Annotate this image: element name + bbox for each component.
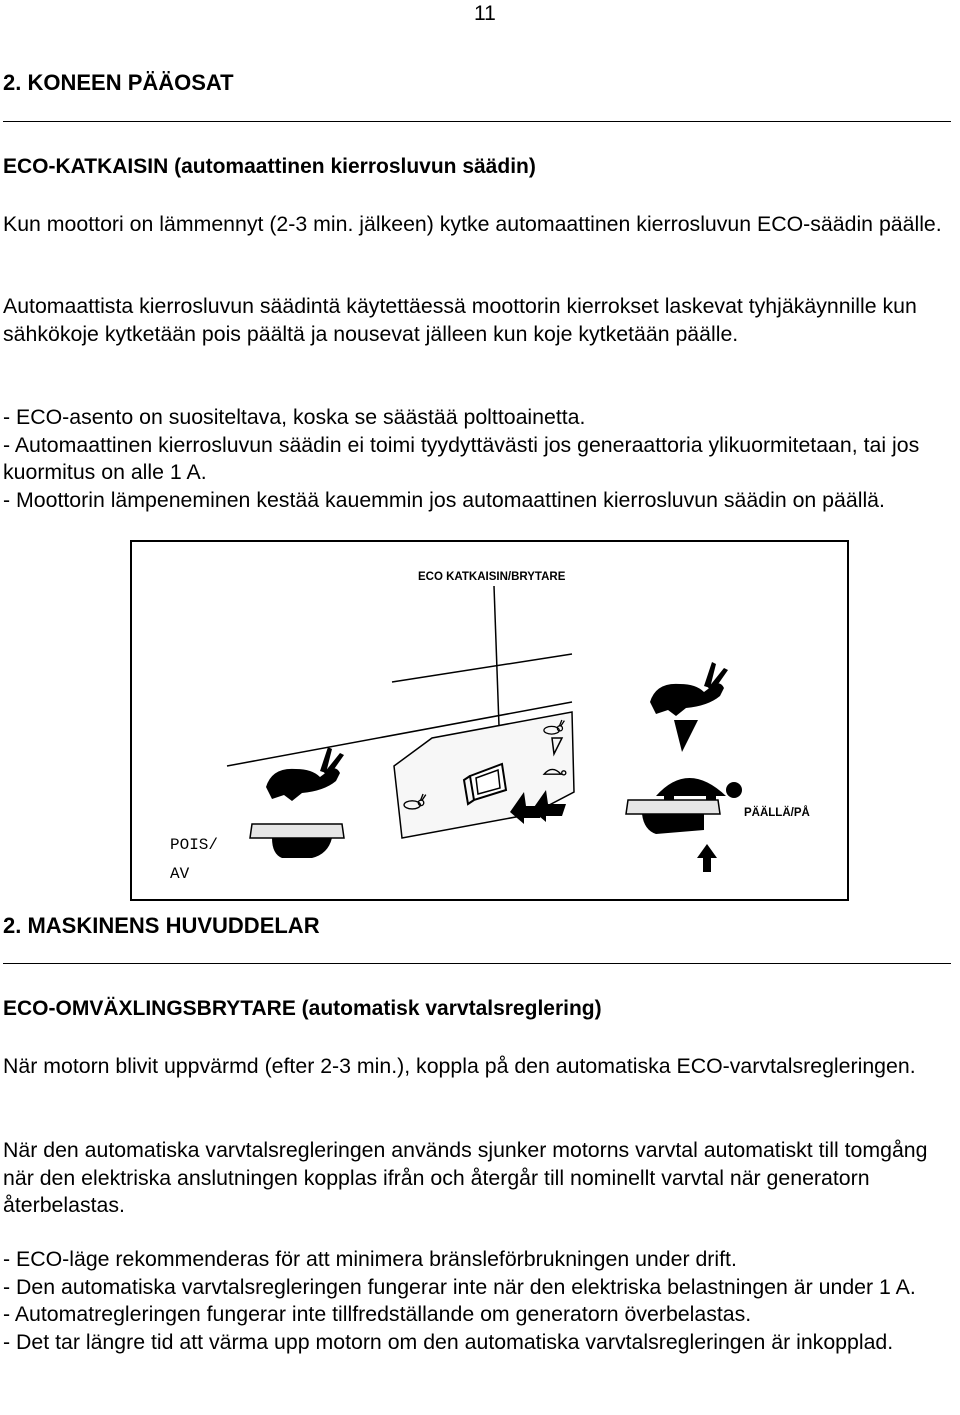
rabbit-icon-left (266, 747, 344, 801)
bullet-fi-1: - ECO-asento on suositeltava, koska se säästää polttoainetta. (3, 405, 586, 429)
bullet-list-fi (3, 404, 958, 514)
off-label-1: POIS/ (170, 836, 219, 854)
bullet-sv-3: - Automatregleringen fungerar inte tillfredställande om generatorn överbelastas. (3, 1302, 752, 1326)
heading-rule-sv (3, 963, 951, 964)
page-number: 11 (474, 2, 496, 25)
paragraph-fi-2: Automaattista kierrosluvun säädintä käytettäessä moottorin kierrokset laskevat tyhjäkäynnille kun sähkökoje kytketään pois päältä ja nousevat jälleen kun koje kytketään päälle. (3, 294, 917, 346)
bullet-fi-3: - Moottorin lämpeneminen kestää kauemmin jos automaattinen kierrosluvun säädin on päällä. (3, 487, 885, 512)
bullet-list-sv (3, 1246, 958, 1356)
on-switch (626, 800, 720, 834)
subheading-fi: ECO-KATKAISIN (automaattinen kierrosluvun säädin) (3, 155, 536, 178)
paragraph-fi-1: Kun moottori on lämmennyt (2-3 min. jälkeen) kytke automaattinen kierrosluvun ECO-säädin päälle. (3, 212, 942, 236)
section-heading-fi: 2. KONEEN PÄÄOSAT (3, 70, 234, 95)
bullet-sv-1: - ECO-läge rekommenderas för att minimera bränsleförbrukningen under drift. (3, 1247, 737, 1271)
bullet-sv-4: - Det tar längre tid att värma upp motorn om den automatiska varvtalsregleringen är inkopplad. (3, 1329, 894, 1354)
on-label: PÄÄLLÄ/PÅ (744, 807, 810, 819)
paragraph-sv-2: När den automatiska varvtalsregleringen används sjunker motorns varvtal automatiskt till tomgång när den elektriska anslutningen kopplas ifrån och återgår till nominellt varvtal när generatorn återbelastas. (3, 1138, 928, 1217)
section-heading-sv: 2. MASKINENS HUVUDDELAR (3, 913, 320, 938)
triangle-icon (674, 720, 698, 752)
rabbit-icon-right (650, 662, 728, 716)
paragraph-sv-1: När motorn blivit uppvärmd (efter 2-3 min.), koppla på den automatiska ECO-varvtalsregleringen. (3, 1054, 916, 1078)
bullet-fi-2: - Automaattinen kierrosluvun säädin ei toimi tyydyttävästi jos generaattoria ylikuormitetaan, tai jos kuormitus on alle 1 A. (3, 432, 920, 484)
eco-switch-figure (130, 540, 849, 901)
off-switch (250, 824, 344, 858)
subheading-sv: ECO-OMVÄXLINGSBRYTARE (automatisk varvtalsreglering) (3, 997, 602, 1020)
off-label-2: AV (170, 865, 190, 883)
arrow-up-icon (697, 844, 717, 872)
heading-rule-fi (3, 121, 951, 122)
bullet-sv-2: - Den automatiska varvtalsregleringen fungerar inte när den elektriska belastningen är under 1 A. (3, 1274, 916, 1299)
figure-title: ECO KATKAISIN/BRYTARE (418, 571, 566, 583)
